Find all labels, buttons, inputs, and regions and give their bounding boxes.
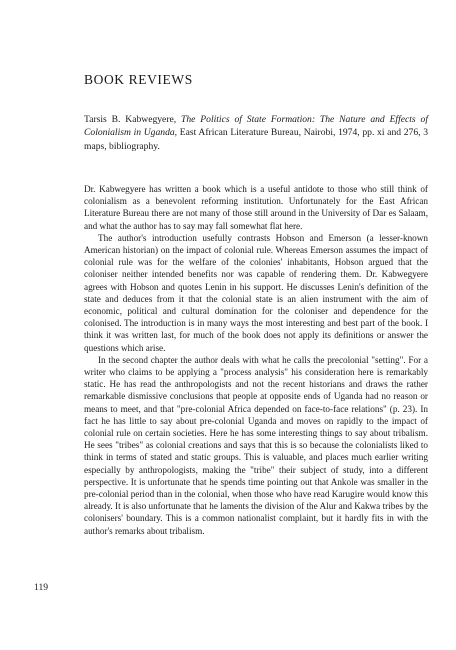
citation-publication-details: East African Literature Bureau, Nairobi, 1974, pp. xi and 276, 3 maps, bibliography. xyxy=(84,127,428,152)
book-citation xyxy=(84,113,428,153)
section-title: BOOK REVIEWS xyxy=(84,72,193,87)
body-paragraph: The author's introduction usefully contrasts Hobson and Emerson (a lesser-known American historian) on the impact of colonial rule. Whereas Emerson assumes the impact of colonial rule was for the welfare of the colonies' inhabitants, Hobson argued that the coloniser neither intended benefits nor was capable of rendering them. Dr. Kabwegyere agrees with Hobson and quotes Lenin in his support. He discusses Lenin's definition of the state and deduces from it that the colonial state is an alien instrument with the aim of economic, political and cultural domination for the coloniser and dependence for the colonised. The introduction is in many ways the most interesting and best part of the book. I think it was written last, for much of the book does not apply its definitions or answer the questions which arise. xyxy=(84,232,428,353)
body-paragraph: Dr. Kabwegyere has written a book which is a useful antidote to those who still think of colonialism as a benevolent reforming institution. Unfortunately for the East African Literature Bureau there are not many of those still around in the University of Dar es Salaam, and what the author has to say may fall somewhat flat here. xyxy=(84,184,428,231)
citation-book-title: The Politics of State Formation: The Nature and Effects of Colonialism in Uganda, xyxy=(84,114,428,139)
page-number: 119 xyxy=(34,582,49,593)
body-paragraph: In the second chapter the author deals with what he calls the precolonial "setting". For a writer who claims to be applying a "process analysis" his consideration here is remarkably static. He has read the anthropologists and not the recent historians and draws the rather remarkable dismissive conclusions that people at opposite ends of Uganda had no reason or means to meet, and that "pre-colonial Africa depended on face-to-face relations" (p. 23). In fact he has little to say about pre-colonial Uganda and moves on rapidly to the impact of colonial rule on certain societies. Here he has some interesting things to say about tribalism. He sees "tribes" as colonial creations and says that this is so because the colonialists liked to think in terms of stated and static groups. This is valuable, and places much earlier writing especially by anthropologists, making the "tribe" their subject of study, into a different perspective. It is unfortunate that he spends time pointing out that Ankole was smaller in the pre-colonial period than in the colonial, when those who have read Karugire would know this already. It is also unfortunate that he laments the division of the Alur and Kakwa tribes by the colonisers' boundary. This is a common nationalist complaint, but it hardly fits in with the author's remarks about tribalism. xyxy=(84,354,428,536)
citation-author: Tarsis B. Kabwegyere, xyxy=(84,114,177,125)
review-body xyxy=(84,183,428,537)
